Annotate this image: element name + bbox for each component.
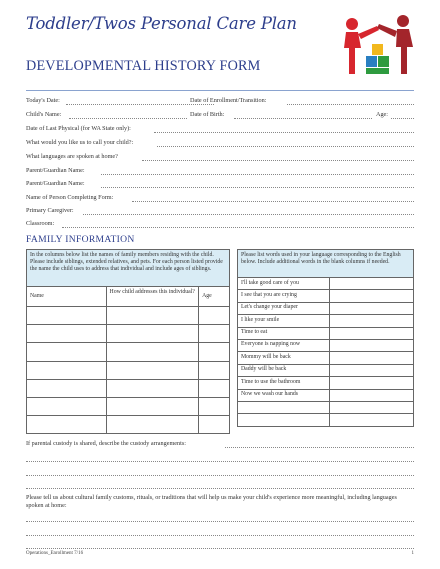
guardian-2-field[interactable] [101,187,414,188]
translation-cell[interactable] [329,315,413,327]
family-member-row [27,361,230,379]
field-row [26,124,414,136]
customs-field-line[interactable] [26,521,414,522]
family-name-cell[interactable] [27,325,107,343]
field-row [26,152,414,164]
family-members-table [26,249,230,434]
customs-prompt: Please tell us about cultural family customs, rituals, or traditions that will help us make your child's experience more meaningful, including languages spoken at home: [26,494,397,510]
translation-cell[interactable] [329,364,413,376]
translation-cell[interactable] [329,401,413,413]
date-of-birth-label: Date of Birth: [190,111,225,118]
col-age-header: Age [199,287,230,307]
language-phrase-row [238,364,414,376]
customs-field-line[interactable] [26,548,414,549]
family-address-cell[interactable] [106,361,199,379]
form-title: Toddler/Twos Personal Care Plan [26,14,297,33]
english-phrase-cell: Time to use the bathroom [238,377,330,389]
todays-date-field[interactable] [66,104,214,105]
language-instructions: Please list words used in your language corresponding to the English below. Include additional words in the blank columns if needed. [238,250,414,278]
classroom-label: Classroom: [26,220,55,227]
language-phrase-row [238,377,414,389]
translation-cell[interactable] [329,339,413,351]
language-phrase-row [238,278,414,290]
translation-cell[interactable] [329,389,413,401]
children-logo-icon [341,12,416,80]
language-phrase-row [238,290,414,302]
english-phrase-cell: Let's change your diaper [238,302,330,314]
call-child-field[interactable] [157,146,414,147]
translation-cell[interactable] [329,352,413,364]
languages-field[interactable] [142,160,414,161]
col-name-header: Name [27,287,107,307]
translation-cell[interactable] [329,278,413,290]
field-row [26,110,414,122]
english-phrase-cell: Daddy will be back [238,364,330,376]
family-age-cell[interactable] [199,325,230,343]
family-member-row [27,379,230,397]
field-row [26,206,414,218]
language-phrase-row [238,389,414,401]
field-row [26,193,414,205]
field-row [26,166,414,178]
language-words-table [237,249,414,427]
family-address-cell[interactable] [106,307,199,325]
english-phrase-cell: I see that you are crying [238,290,330,302]
family-member-row [27,343,230,361]
language-phrase-row [238,327,414,339]
family-member-row [27,307,230,325]
footer-form-id: Operations_Enrollment 7/16 [26,551,84,556]
enrollment-date-label: Date of Enrollment/Transition: [190,97,267,104]
call-child-label: What would you like us to call your child?: [26,139,134,146]
family-address-cell[interactable] [106,343,199,361]
english-phrase-cell: Now we wash our hands [238,389,330,401]
language-phrase-row [238,339,414,351]
col-address-header: How child addresses this individual? [106,287,199,307]
guardian-2-label: Parent/Guardian Name: [26,180,85,187]
family-address-cell[interactable] [106,397,199,415]
classroom-field[interactable] [62,227,414,228]
customs-field-line[interactable] [26,535,414,536]
translation-cell[interactable] [329,414,413,426]
family-name-cell[interactable] [27,379,107,397]
form-subtitle: DEVELOPMENTAL HISTORY FORM [26,58,261,74]
family-name-cell[interactable] [27,416,107,434]
translation-cell[interactable] [329,290,413,302]
family-name-cell[interactable] [27,397,107,415]
language-phrase-row [238,401,414,413]
language-phrase-row [238,302,414,314]
english-phrase-cell: Mommy will be back [238,352,330,364]
age-field[interactable] [391,118,414,119]
family-age-cell[interactable] [199,307,230,325]
family-member-row [27,325,230,343]
todays-date-label: Today's Date: [26,97,60,104]
custody-field-line[interactable] [26,475,414,476]
childs-name-field[interactable] [69,118,187,119]
custody-field-line[interactable] [26,488,414,489]
page-number: 1 [411,551,414,556]
family-age-cell[interactable] [199,379,230,397]
family-age-cell[interactable] [199,343,230,361]
family-name-cell[interactable] [27,307,107,325]
custody-field-line[interactable] [26,461,414,462]
english-phrase-cell[interactable] [238,401,330,413]
person-completing-field[interactable] [132,201,414,202]
family-age-cell[interactable] [199,397,230,415]
language-phrase-row [238,315,414,327]
custody-field-line[interactable] [225,447,414,448]
family-address-cell[interactable] [106,416,199,434]
age-label: Age: [376,111,389,118]
date-of-birth-field[interactable] [234,118,372,119]
field-row [26,96,414,108]
field-row [26,179,414,191]
field-row [26,219,414,231]
family-address-cell[interactable] [106,379,199,397]
family-instructions: In the columns below list the names of family members residing with the child. Please include siblings, extended relatives, and pets. For each person listed provide the name the child uses to address that individual and include ages of siblings. [27,250,230,287]
language-phrase-row [238,414,414,426]
guardian-1-label: Parent/Guardian Name: [26,167,85,174]
last-physical-label: Date of Last Physical (for WA State only): [26,125,131,132]
translation-cell[interactable] [329,327,413,339]
primary-caregiver-label: Primary Caregiver: [26,207,74,214]
family-name-cell[interactable] [27,361,107,379]
family-name-cell[interactable] [27,343,107,361]
header-divider [26,90,414,91]
translation-cell[interactable] [329,377,413,389]
family-age-cell[interactable] [199,361,230,379]
person-completing-label: Name of Person Completing Form: [26,194,114,201]
childs-name-label: Child's Name: [26,111,62,118]
family-member-row [27,397,230,415]
last-physical-field[interactable] [154,132,414,133]
field-row [26,138,414,150]
english-phrase-cell: I like your smile [238,315,330,327]
translation-cell[interactable] [329,302,413,314]
custody-label: If parental custody is shared, describe the custody arrangements: [26,440,186,447]
languages-label: What languages are spoken at home? [26,153,118,160]
english-phrase-cell: I'll take good care of you [238,278,330,290]
family-age-cell[interactable] [199,416,230,434]
family-information-heading: FAMILY INFORMATION [26,234,135,245]
language-phrase-row [238,352,414,364]
enrollment-date-field[interactable] [287,104,414,105]
english-phrase-cell[interactable] [238,414,330,426]
family-address-cell[interactable] [106,325,199,343]
english-phrase-cell: Time to eat [238,327,330,339]
primary-caregiver-field[interactable] [83,214,414,215]
family-member-row [27,416,230,434]
guardian-1-field[interactable] [101,174,414,175]
english-phrase-cell: Everyone is napping now [238,339,330,351]
